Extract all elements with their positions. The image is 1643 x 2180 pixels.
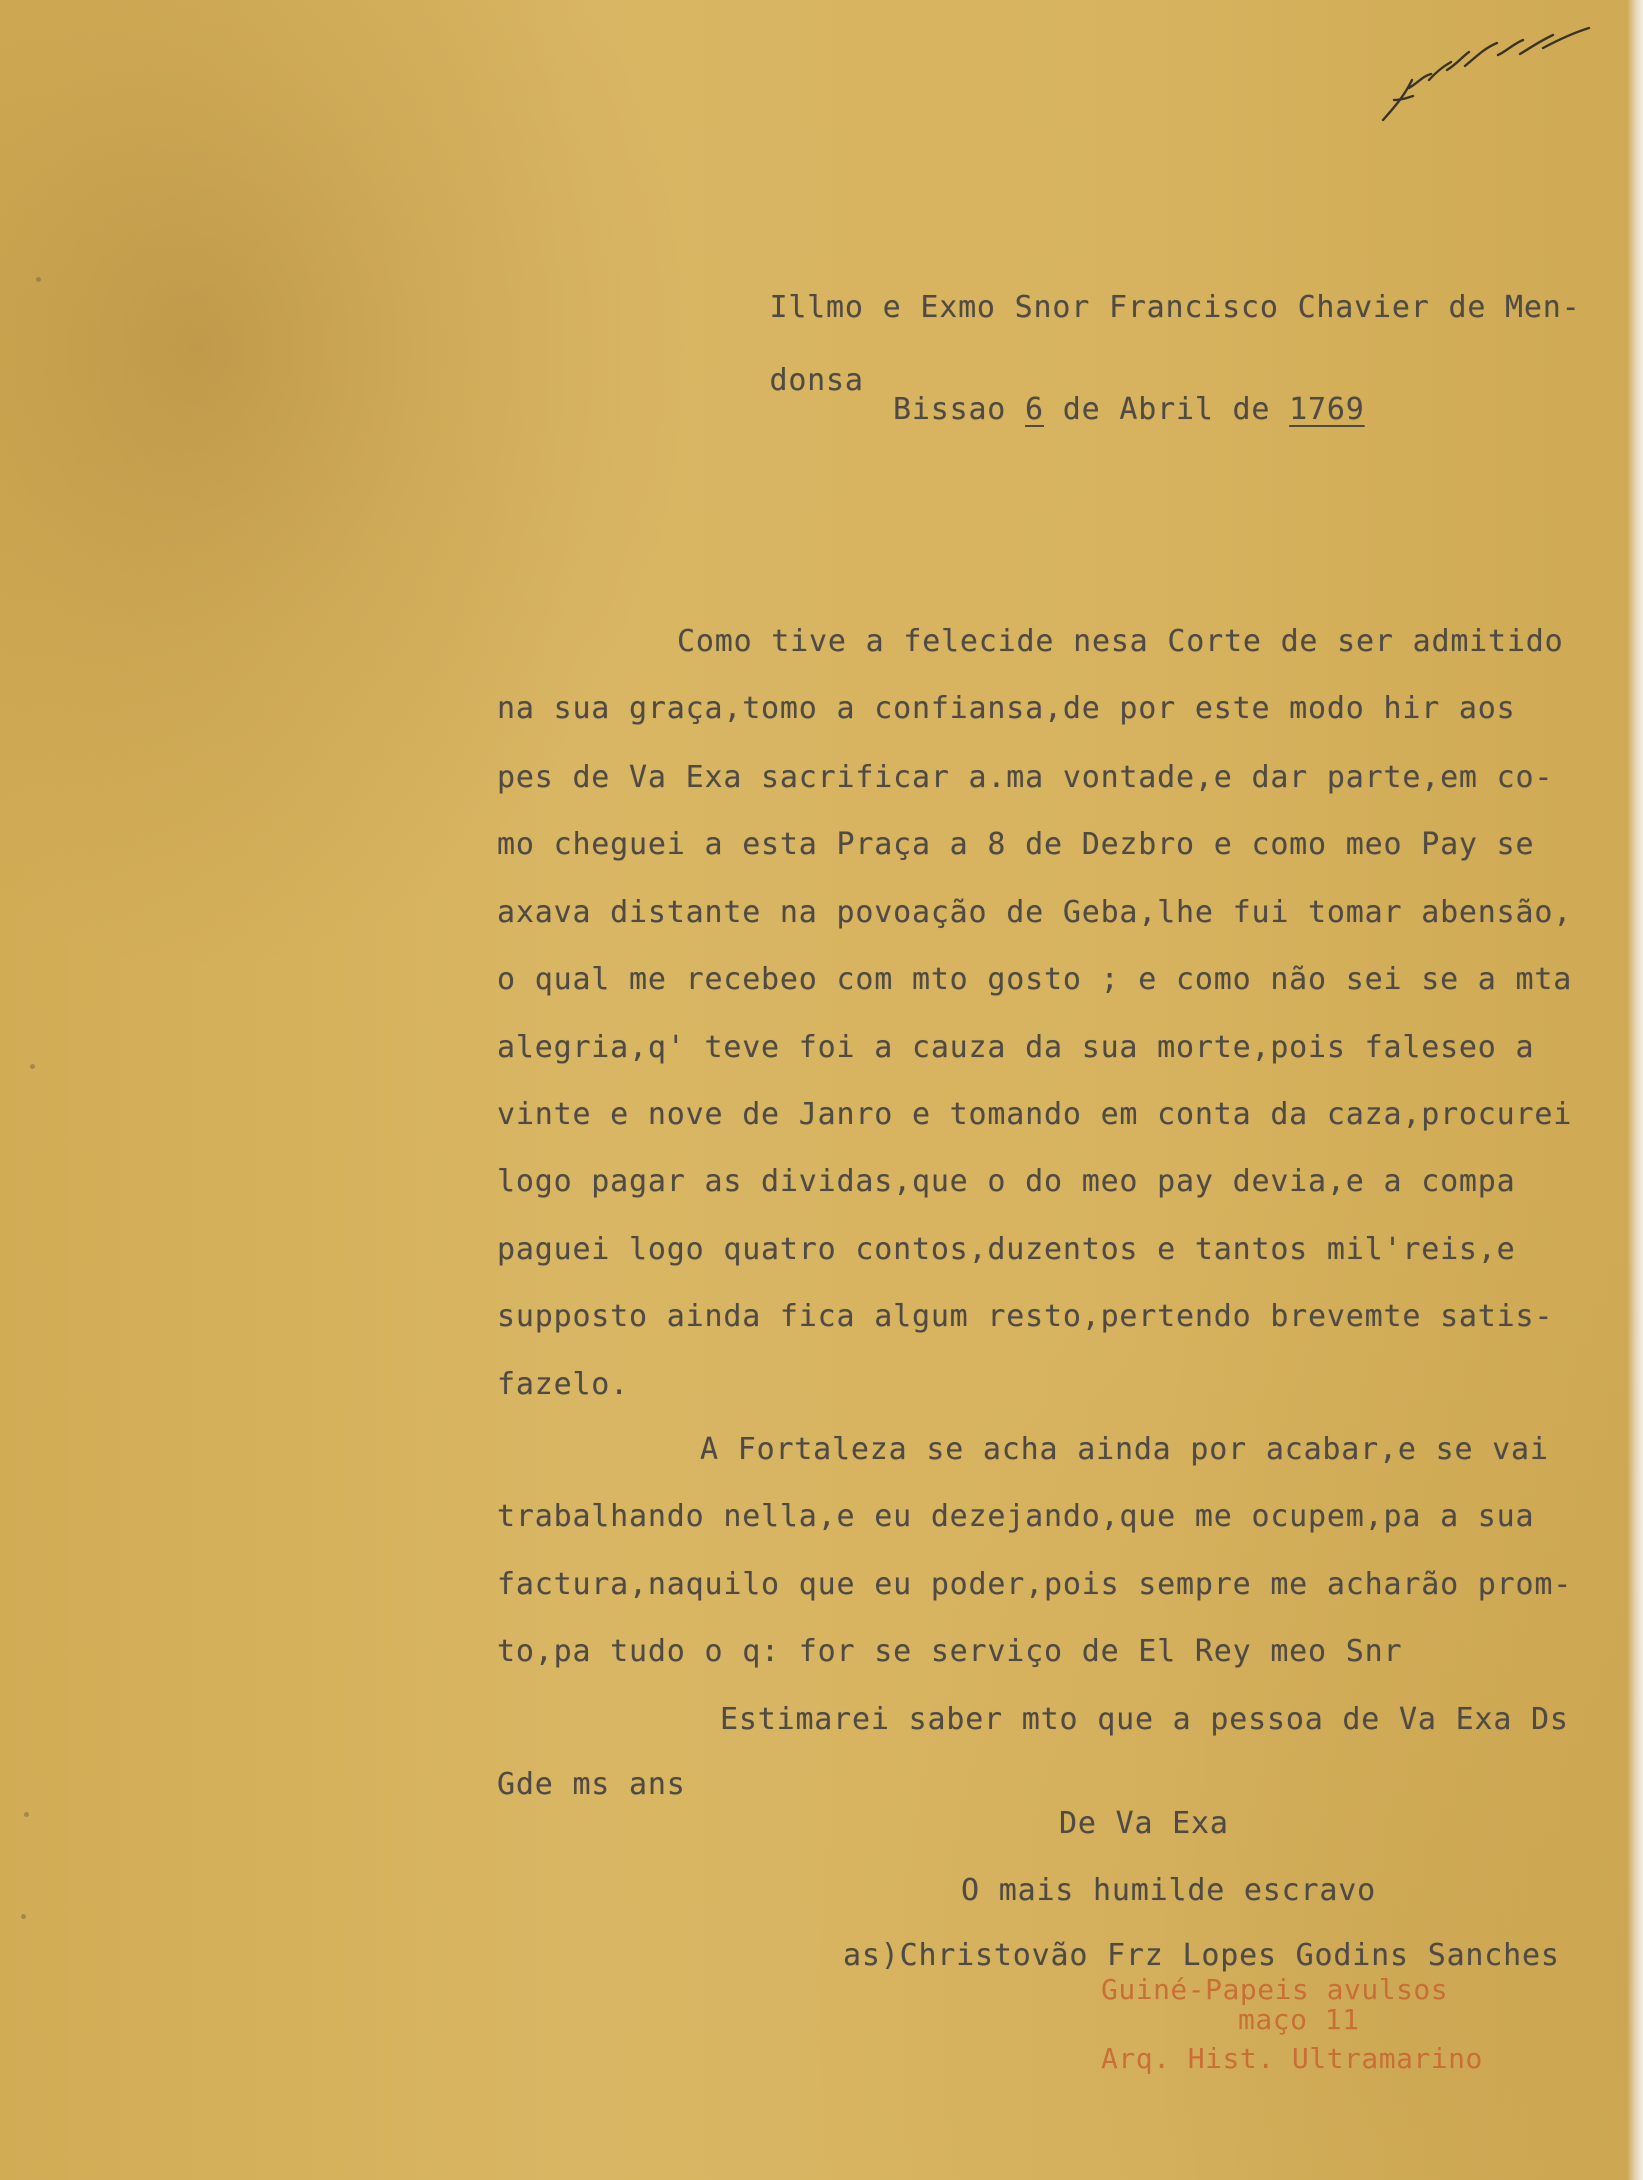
body-line: o qual me recebeo com mto gosto ; e como não sei se a mta: [497, 962, 1573, 997]
paper-speck: [24, 1812, 29, 1817]
pencil-annotation: [1381, 24, 1591, 154]
body-line: mo cheguei a esta Praça a 8 de Dezbro e como meo Pay se: [497, 827, 1535, 862]
body-line: supposto ainda fica algum resto,pertendo brevemte satis-: [497, 1299, 1554, 1334]
body-line: factura,naquilo que eu poder,pois sempre me acharão prom-: [497, 1567, 1573, 1602]
date-place: Bissao: [893, 392, 1007, 427]
date-middle: de Abril de: [1062, 392, 1271, 427]
body-line: paguei logo quatro contos,duzentos e tantos mil'reis,e: [497, 1232, 1516, 1267]
signature: as)Christovão Frz Lopes Godins Sanches: [843, 1938, 1560, 1973]
address-line-continued: [694, 327, 864, 435]
body-line: Como tive a felecide nesa Corte de ser admitido: [677, 624, 1564, 659]
archive-stamp-line: maço 11: [1238, 2003, 1360, 2036]
paper-speck: [21, 1914, 26, 1919]
body-line: to,pa tudo o q: for se serviço de El Rey meo Snr: [497, 1634, 1403, 1669]
address-text-continued: donsa: [769, 363, 864, 398]
paper-speck: [30, 1064, 35, 1069]
body-line: na sua graça,tomo a confiansa,de por este modo hir aos: [497, 691, 1516, 726]
body-line: vinte e nove de Janro e tomando em conta da caza,procurei: [497, 1097, 1573, 1132]
paper-speck: [36, 277, 41, 282]
body-line: Estimarei saber mto que a pessoa de Va Exa Ds: [720, 1702, 1569, 1737]
body-line: alegria,q' teve foi a cauza da sua morte,pois faleseo a: [497, 1030, 1535, 1065]
date-line: [893, 392, 1365, 428]
address-text: Illmo e Exmo Snor Francisco Chavier de Men-: [769, 290, 1581, 325]
body-line: A Fortaleza se acha ainda por acabar,e se vai: [700, 1432, 1549, 1467]
date-year: 1769: [1289, 392, 1365, 427]
body-line: axava distante na povoação de Geba,lhe fui tomar abensão,: [497, 895, 1573, 930]
body-line: Gde ms ans: [497, 1767, 686, 1802]
body-line: pes de Va Exa sacrificar a.ma vontade,e dar parte,em co-: [497, 760, 1554, 795]
body-line: trabalhando nella,e eu dezejando,que me ocupem,pa a sua: [497, 1499, 1535, 1534]
closing-line: De Va Exa: [1059, 1806, 1229, 1841]
closing-line: O mais humilde escravo: [961, 1873, 1376, 1908]
archive-stamp-line: Guiné-Papeis avulsos: [1101, 1973, 1449, 2006]
body-line: logo pagar as dividas,que o do meo pay devia,e a compa: [497, 1164, 1516, 1199]
archive-stamp-line: Arq. Hist. Ultramarino: [1101, 2042, 1483, 2075]
body-line: fazelo.: [497, 1367, 630, 1402]
date-day: 6: [1025, 392, 1044, 427]
